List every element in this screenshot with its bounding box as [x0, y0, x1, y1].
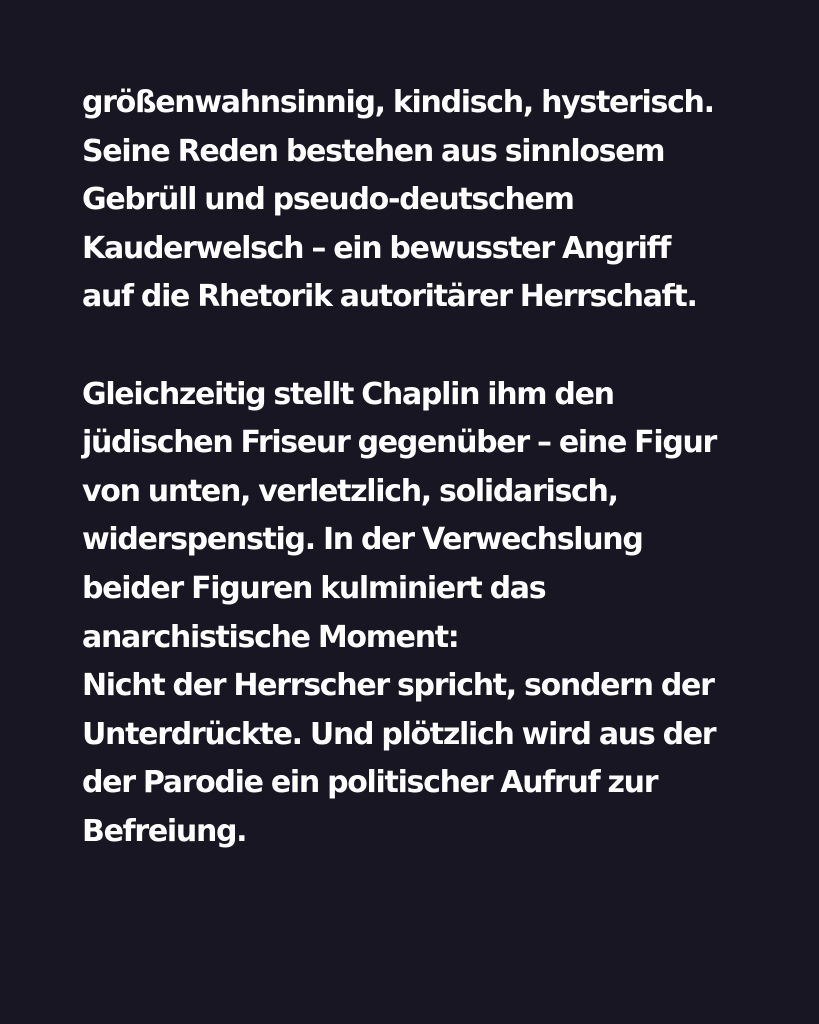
text-line: Gleichzeitig stellt Chaplin ihm den [82, 376, 614, 412]
text-line: Befreiung. [82, 813, 247, 849]
text-line: größenwahnsinnig, kindisch, hysterisch. [82, 85, 714, 120]
text-line: Unterdrückte. Und plötzlich wird aus der [82, 716, 716, 752]
text-line: der Parodie ein politischer Aufruf zur [82, 765, 658, 801]
body-text [82, 79, 782, 857]
text-line: Nicht der Herrscher spricht, sondern der [82, 668, 714, 704]
text-line: widerspenstig. In der Verwechslung [82, 522, 643, 558]
text-line: Kauderwelsch – ein bewusster Angriff [82, 230, 671, 266]
paragraph-1 [82, 79, 782, 322]
text-line: auf die Rhetorik autoritärer Herrschaft. [82, 279, 697, 315]
paragraph-spacer [82, 322, 782, 371]
text-line: beider Figuren kulminiert das [82, 570, 546, 606]
paragraph-2 [82, 371, 782, 857]
text-line: Gebrüll und pseudo-deutschem [82, 182, 574, 218]
text-line: anarchistische Moment: [82, 619, 459, 655]
text-line: jüdischen Friseur gegenüber – eine Figur [82, 425, 717, 461]
text-line: von unten, verletzlich, solidarisch, [82, 473, 618, 509]
text-line: Seine Reden bestehen aus sinnlosem [82, 133, 665, 169]
